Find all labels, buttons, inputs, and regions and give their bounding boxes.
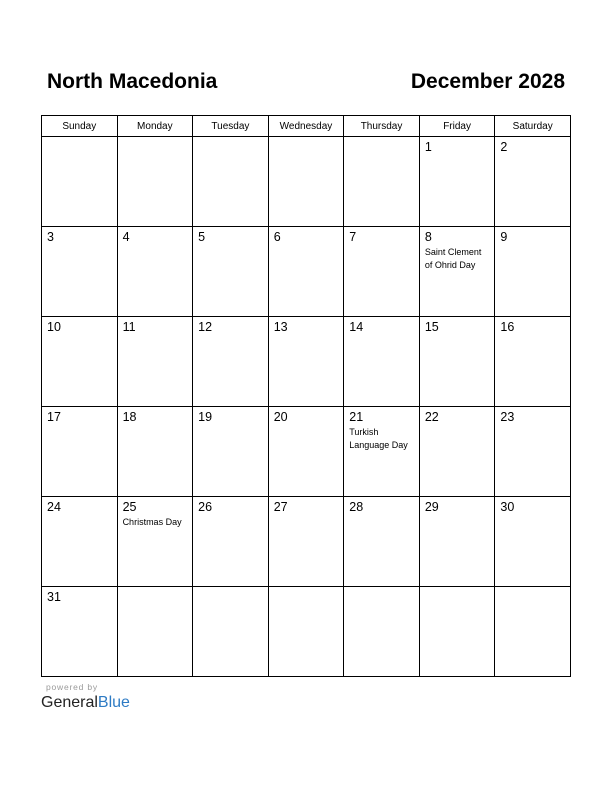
day-cell	[344, 137, 420, 227]
day-number: 7	[349, 230, 357, 244]
day-cell	[268, 407, 344, 497]
day-number: 30	[500, 500, 515, 514]
day-cell	[344, 587, 420, 677]
day-number: 6	[273, 230, 281, 244]
day-number: 5	[198, 230, 206, 244]
day-cell	[193, 587, 269, 677]
day-cell	[117, 227, 193, 317]
day-number: 22	[424, 410, 439, 424]
day-number: 14	[349, 320, 364, 334]
day-cell	[495, 407, 571, 497]
day-cell	[495, 587, 571, 677]
day-number: 11	[122, 320, 136, 334]
calendar-grid	[41, 115, 571, 677]
week-row	[42, 407, 571, 497]
day-cell	[495, 317, 571, 407]
weekday-header-row	[42, 116, 571, 137]
holiday-label: Christmas Day	[122, 517, 182, 527]
day-number: 19	[198, 410, 213, 424]
day-cell	[495, 227, 571, 317]
day-cell	[419, 317, 495, 407]
day-cell	[344, 497, 420, 587]
day-cell	[268, 497, 344, 587]
day-cell	[117, 407, 193, 497]
day-cell	[495, 137, 571, 227]
month-year-title: December 2028	[410, 70, 565, 93]
day-number: 27	[273, 500, 288, 514]
day-number: 15	[424, 320, 439, 334]
day-number: 8	[424, 230, 432, 244]
day-number: 17	[47, 410, 61, 424]
day-cell	[419, 587, 495, 677]
day-number: 21	[349, 410, 364, 424]
day-number: 25	[122, 500, 137, 514]
day-number: 20	[273, 410, 288, 424]
week-row	[42, 497, 571, 587]
day-number: 28	[349, 500, 364, 514]
day-number: 26	[198, 500, 213, 514]
day-cell	[42, 587, 118, 677]
day-number: 12	[198, 320, 213, 334]
powered-by-label: powered by	[46, 682, 98, 692]
day-cell	[419, 407, 495, 497]
generalblue-logo[interactable]	[41, 694, 130, 712]
day-number: 13	[273, 320, 288, 334]
day-number: 10	[47, 320, 61, 334]
holiday-label: Turkish Language Day	[349, 427, 408, 450]
week-row	[42, 587, 571, 677]
brand-text-blue: Blue	[97, 694, 130, 711]
day-cell	[193, 227, 269, 317]
day-number: 3	[47, 230, 54, 244]
week-row	[42, 227, 571, 317]
day-cell	[42, 407, 118, 497]
brand-text-general: General	[41, 694, 98, 711]
day-cell	[193, 497, 269, 587]
day-number: 18	[122, 410, 137, 424]
day-cell	[117, 497, 193, 587]
day-cell	[268, 227, 344, 317]
day-number: 4	[122, 230, 130, 244]
day-number: 16	[500, 320, 515, 334]
day-cell	[268, 587, 344, 677]
day-cell	[419, 497, 495, 587]
day-cell	[42, 137, 118, 227]
day-cell	[117, 317, 193, 407]
day-cell	[419, 227, 495, 317]
day-cell	[193, 317, 269, 407]
day-cell	[42, 317, 118, 407]
day-cell	[42, 227, 118, 317]
weekday-header: Tuesday	[193, 116, 269, 137]
day-number: 31	[47, 590, 61, 604]
day-cell	[42, 497, 118, 587]
day-cell	[117, 137, 193, 227]
day-cell	[344, 407, 420, 497]
day-cell	[268, 317, 344, 407]
day-cell	[117, 587, 193, 677]
day-number: 24	[47, 500, 61, 514]
day-number: 29	[424, 500, 439, 514]
day-cell	[419, 137, 495, 227]
weekday-header: Monday	[117, 116, 193, 137]
day-cell	[268, 137, 344, 227]
week-row	[42, 317, 571, 407]
day-number: 23	[500, 410, 515, 424]
day-cell	[344, 317, 420, 407]
weekday-header: Friday	[419, 116, 495, 137]
holiday-label: Saint Clement of Ohrid Day	[424, 247, 482, 270]
country-title: North Macedonia	[47, 70, 218, 93]
weekday-header: Thursday	[344, 116, 420, 137]
day-cell	[193, 137, 269, 227]
weekday-header: Sunday	[42, 116, 118, 137]
weekday-header: Wednesday	[268, 116, 344, 137]
day-cell	[193, 407, 269, 497]
day-cell	[495, 497, 571, 587]
day-number: 2	[500, 140, 508, 154]
day-cell	[344, 227, 420, 317]
day-number: 1	[424, 140, 432, 154]
day-number: 9	[500, 230, 508, 244]
weekday-header: Saturday	[495, 116, 571, 137]
week-row	[42, 137, 571, 227]
